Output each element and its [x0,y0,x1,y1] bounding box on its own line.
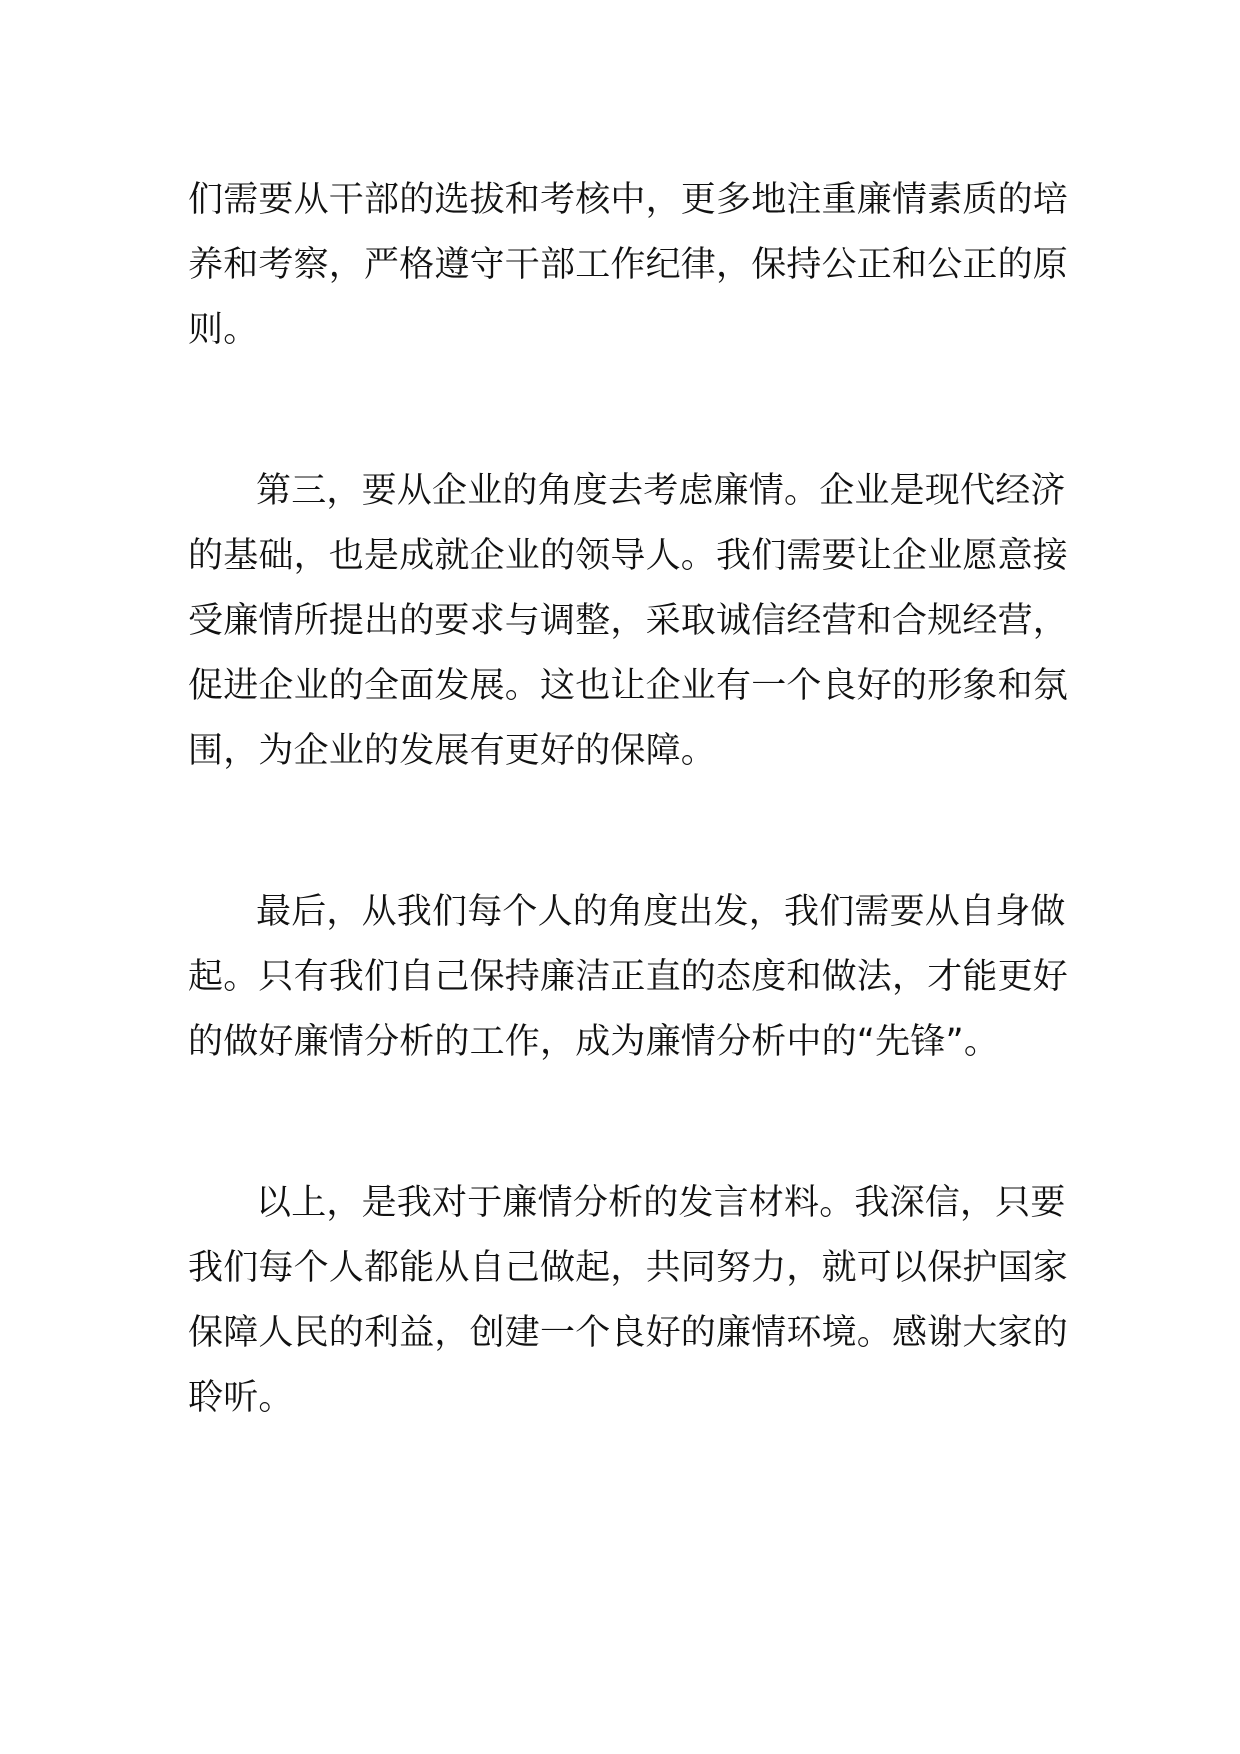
text-line: 我们每个人都能从自己做起，共同努力，就可以保护国家 [188,1248,1069,1288]
paragraph-spacer [188,1075,1060,1171]
text-line: 的基础，也是成就企业的领导人。我们需要让企业愿意接 [188,536,1069,576]
text-line: 保障人民的利益，创建一个良好的廉情环境。感谢大家的 [188,1313,1069,1353]
paragraph-enterprise [188,459,1069,784]
text-line: 的做好廉情分析的工作，成为廉情分析中的“先锋”。 [188,1022,1000,1062]
text-line: 聆听。 [188,1378,294,1418]
paragraph-individual [188,880,1069,1075]
text-line: 养和考察，严格遵守干部工作纪律，保持公正和公正的原 [188,245,1069,285]
paragraph-conclusion [188,1171,1069,1431]
text-line: 最后，从我们每个人的角度出发，我们需要从自身做 [256,892,1066,932]
text-line: 围，为企业的发展有更好的保障。 [188,731,717,771]
text-line: 起。只有我们自己保持廉洁正直的态度和做法，才能更好 [188,957,1069,997]
text-line: 促进企业的全面发展。这也让企业有一个良好的形象和氛 [188,666,1069,706]
text-line: 受廉情所提出的要求与调整，采取诚信经营和合规经营， [188,601,1069,641]
paragraph-continuation [188,168,1069,363]
paragraph-spacer [188,784,1060,880]
document-body [188,168,1069,1431]
paragraph-spacer [188,363,1060,459]
text-line: 则。 [188,310,259,350]
text-line: 以上，是我对于廉情分析的发言材料。我深信，只要 [256,1183,1066,1223]
text-line: 们需要从干部的选拔和考核中，更多地注重廉情素质的培 [188,180,1069,220]
text-line: 第三，要从企业的角度去考虑廉情。企业是现代经济 [256,471,1066,511]
